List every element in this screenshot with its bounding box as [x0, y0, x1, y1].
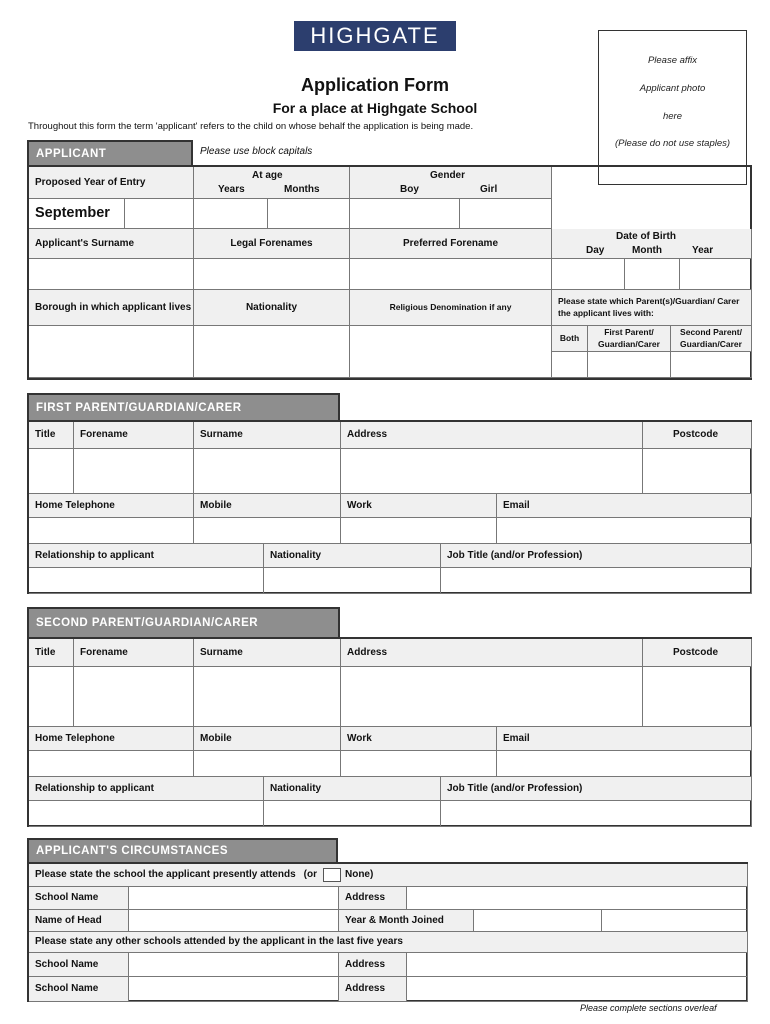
- address-label: Address: [339, 887, 407, 910]
- nationality-label: Nationality: [264, 544, 441, 568]
- months-label: Months: [284, 184, 320, 195]
- second-parent-section-heading: SECOND PARENT/GUARDIAN/CARER: [27, 607, 340, 637]
- girl-label: Girl: [480, 184, 498, 195]
- job-title-field[interactable]: [441, 801, 752, 827]
- years-label: Years: [218, 184, 245, 195]
- age-years-field[interactable]: [194, 199, 268, 229]
- job-title-field[interactable]: [441, 568, 752, 594]
- name-of-head-field[interactable]: [129, 910, 339, 932]
- second-parent-label: Second Parent/ Guardian/Carer: [671, 326, 752, 352]
- email-field[interactable]: [497, 518, 752, 544]
- school-name-label: School Name: [29, 977, 129, 1002]
- legal-forenames-label: Legal Forenames: [194, 229, 350, 259]
- lives-with-second-field[interactable]: [671, 352, 752, 378]
- form-title: Application Form: [301, 75, 449, 95]
- nationality-label: Nationality: [194, 290, 350, 326]
- present-school-label: Please state the school the applicant presently attends: [35, 869, 296, 881]
- borough-field[interactable]: [29, 326, 194, 378]
- photo-text: Please affix: [647, 55, 698, 66]
- photo-text: Applicant photo: [639, 83, 706, 94]
- school-name-field[interactable]: [129, 953, 339, 977]
- at-age-header: [194, 167, 350, 199]
- nationality-field[interactable]: [264, 568, 441, 594]
- relationship-field[interactable]: [29, 568, 264, 594]
- circumstances-box: [27, 862, 748, 1002]
- dob-month-field[interactable]: [625, 259, 680, 290]
- year-joined-field[interactable]: [474, 910, 602, 932]
- dob-day-field[interactable]: [552, 259, 625, 290]
- address-label: Address: [341, 422, 643, 449]
- footer-note: Please complete sections overleaf: [580, 1003, 717, 1013]
- nationality-field[interactable]: [194, 326, 350, 378]
- school-name-label: School Name: [29, 887, 129, 910]
- other-schools-label: Please state any other schools attended by the applicant in the last five years: [29, 932, 748, 953]
- gender-girl-field[interactable]: [460, 199, 552, 229]
- school-name-label: School Name: [29, 953, 129, 977]
- age-months-field[interactable]: [268, 199, 350, 229]
- email-label: Email: [497, 727, 752, 751]
- intro-text: Throughout this form the term 'applicant' refers to the child on whose behalf the application is being made.: [28, 121, 474, 132]
- religion-field[interactable]: [350, 326, 552, 378]
- forename-field[interactable]: [74, 667, 194, 727]
- title-label: Title: [29, 639, 74, 667]
- school-name-field[interactable]: [129, 887, 339, 910]
- applicant-box: [27, 165, 752, 380]
- gender-label: Gender: [430, 170, 466, 181]
- work-label: Work: [341, 494, 497, 518]
- day-label: Day: [586, 245, 605, 256]
- gender-boy-field[interactable]: [350, 199, 460, 229]
- relationship-label: Relationship to applicant: [29, 544, 264, 568]
- email-label: Email: [497, 494, 752, 518]
- forename-label: Forename: [74, 422, 194, 449]
- boy-label: Boy: [400, 184, 419, 195]
- legal-forenames-field[interactable]: [194, 259, 350, 290]
- circumstances-section-heading: APPLICANT'S CIRCUMSTANCES: [27, 838, 338, 862]
- second-parent-box: [27, 637, 752, 827]
- mobile-field[interactable]: [194, 518, 341, 544]
- preferred-forename-label: Preferred Forename: [350, 229, 552, 259]
- first-parent-box: [27, 420, 752, 594]
- photo-text: here: [662, 111, 682, 122]
- school-address-field[interactable]: [407, 953, 748, 977]
- surname-field[interactable]: [194, 449, 341, 494]
- forename-field[interactable]: [74, 449, 194, 494]
- borough-label: Borough in which applicant lives: [29, 290, 194, 326]
- work-field[interactable]: [341, 518, 497, 544]
- form-subtitle: For a place at Highgate School: [272, 100, 478, 116]
- both-label: Both: [552, 326, 588, 352]
- year-month-joined-label: Year & Month Joined: [339, 910, 474, 932]
- lives-with-both-field[interactable]: [552, 352, 588, 378]
- mobile-label: Mobile: [194, 727, 341, 751]
- entry-month-value: September: [29, 199, 125, 229]
- entry-year-field[interactable]: [125, 199, 194, 229]
- home-telephone-field[interactable]: [29, 751, 194, 777]
- forename-label: Forename: [74, 639, 194, 667]
- address-field[interactable]: [341, 667, 643, 727]
- none-checkbox[interactable]: [323, 868, 341, 882]
- applicant-section-heading: APPLICANT: [27, 140, 193, 165]
- email-field[interactable]: [497, 751, 752, 777]
- mobile-label: Mobile: [194, 494, 341, 518]
- first-parent-label: First Parent/ Guardian/Carer: [588, 326, 671, 352]
- year-label: Year: [692, 245, 714, 256]
- lives-with-label: Please state which Parent(s)/Guardian/ Carer the applicant lives with:: [552, 290, 752, 326]
- month-joined-field[interactable]: [602, 910, 748, 932]
- surname-label: Surname: [194, 422, 341, 449]
- none-label: None): [344, 869, 374, 881]
- first-parent-section-heading: FIRST PARENT/GUARDIAN/CARER: [27, 393, 340, 420]
- dob-year-field[interactable]: [680, 259, 752, 290]
- postcode-field[interactable]: [643, 449, 752, 494]
- work-field[interactable]: [341, 751, 497, 777]
- photo-text: (Please do not use staples): [614, 138, 731, 149]
- job-title-label: Job Title (and/or Profession): [441, 777, 752, 801]
- nationality-field[interactable]: [264, 801, 441, 827]
- dob-label: Date of Birth: [616, 231, 676, 242]
- postcode-label: Postcode: [643, 422, 752, 449]
- address-field[interactable]: [341, 449, 643, 494]
- photo-box[interactable]: [598, 30, 747, 185]
- address-label: Address: [339, 953, 407, 977]
- school-logo: HIGHGATE: [294, 21, 456, 51]
- religion-label: Religious Denomination if any: [350, 290, 552, 326]
- surname-label: Surname: [194, 639, 341, 667]
- surname-field[interactable]: [194, 667, 341, 727]
- gender-header: [350, 167, 552, 199]
- home-telephone-field[interactable]: [29, 518, 194, 544]
- job-title-label: Job Title (and/or Profession): [441, 544, 752, 568]
- title-field[interactable]: [29, 667, 74, 727]
- lives-with-first-field[interactable]: [588, 352, 671, 378]
- postcode-label: Postcode: [643, 639, 752, 667]
- title-field[interactable]: [29, 449, 74, 494]
- name-of-head-label: Name of Head: [29, 910, 129, 932]
- home-telephone-label: Home Telephone: [29, 727, 194, 751]
- dob-header: [552, 229, 752, 259]
- relationship-field[interactable]: [29, 801, 264, 827]
- home-telephone-label: Home Telephone: [29, 494, 194, 518]
- block-capitals-note: Please use block capitals: [200, 146, 313, 157]
- school-name-field[interactable]: [129, 977, 339, 1002]
- title-label: Title: [29, 422, 74, 449]
- school-address-field[interactable]: [407, 977, 748, 1002]
- surname-label: Applicant's Surname: [29, 229, 194, 259]
- surname-field[interactable]: [29, 259, 194, 290]
- present-school-row: [29, 864, 748, 887]
- nationality-label: Nationality: [264, 777, 441, 801]
- or-label: (or: [303, 869, 317, 881]
- preferred-forename-field[interactable]: [350, 259, 552, 290]
- proposed-year-label: Proposed Year of Entry: [29, 167, 194, 199]
- month-label: Month: [632, 245, 662, 256]
- at-age-label: At age: [252, 170, 283, 181]
- relationship-label: Relationship to applicant: [29, 777, 264, 801]
- school-address-field[interactable]: [407, 887, 748, 910]
- postcode-field[interactable]: [643, 667, 752, 727]
- address-label: Address: [341, 639, 643, 667]
- mobile-field[interactable]: [194, 751, 341, 777]
- address-label: Address: [339, 977, 407, 1002]
- work-label: Work: [341, 727, 497, 751]
